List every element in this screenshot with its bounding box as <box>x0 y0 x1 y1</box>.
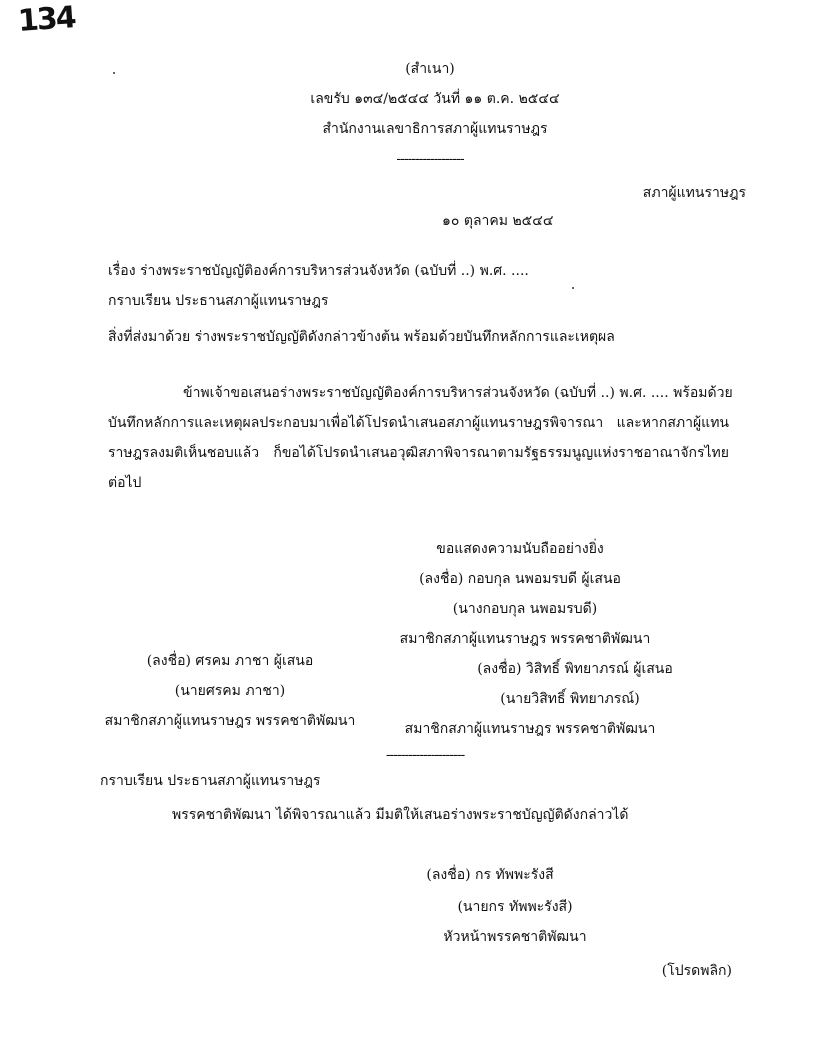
sender: สภาผู้แทนราษฎร <box>642 185 746 201</box>
leader-sign: (ลงชื่อ) กร ทัพพะรังสี <box>426 867 554 883</box>
page-turn-note: (โปรดพลิก) <box>661 963 732 979</box>
signatory-2-sign: (ลงชื่อ) ศรคม ภาชา ผู้เสนอ <box>146 653 314 669</box>
recipient: กราบเรียน ประธานสภาผู้แทนราษฎร <box>108 293 329 309</box>
leader-name: (นายกร ทัพพะรังสี) <box>457 899 573 915</box>
handwritten-number: 134 <box>16 0 76 39</box>
closing: ขอแสดงความนับถืออย่างยิ่ง <box>436 541 604 557</box>
signatory-1-sign: (ลงชื่อ) กอบกุล นพอมรบดี ผู้เสนอ <box>419 571 621 587</box>
body-line: ข้าพเจ้าขอเสนอร่างพระราชบัญญัติองค์การบริหารส่วนจังหวัด (ฉบับที่ ..) พ.ศ. .... พร้อมด้วย <box>183 385 733 401</box>
subject: เรื่อง ร่างพระราชบัญญัติองค์การบริหารส่วนจังหวัด (ฉบับที่ ..) พ.ศ. .... <box>108 263 529 279</box>
endorsement-text: พรรคชาติพัฒนา ได้พิจารณาแล้ว มีมติให้เสนอร่างพระราชบัญญัติดังกล่าวได้ <box>172 807 629 823</box>
signatory-3-name: (นายวิสิทธิ์ พิทยาภรณ์) <box>500 691 640 707</box>
office-name: สำนักงานเลขาธิการสภาผู้แทนราษฎร <box>322 121 548 137</box>
signatory-2-name: (นายศรคม ภาชา) <box>174 683 286 699</box>
signatory-1-position: สมาชิกสภาผู้แทนราษฎร พรรคชาติพัฒนา <box>399 631 651 647</box>
endorsement-recipient: กราบเรียน ประธานสภาผู้แทนราษฎร <box>100 773 321 789</box>
signatory-2-position: สมาชิกสภาผู้แทนราษฎร พรรคชาติพัฒนา <box>104 713 356 729</box>
body-line: ต่อไป <box>108 475 142 491</box>
header-separator: ------------------ <box>396 151 464 167</box>
signatory-1-name: (นางกอบกุล นพอมรบดี) <box>452 601 598 617</box>
body-line: บันทึกหลักการและเหตุผลประกอบมาเพื่อได้โปรดนำเสนอสภาผู้แทนราษฎรพิจารณา และหากสภาผู้แทน <box>108 415 729 431</box>
signature-separator: --------------------- <box>385 747 465 763</box>
copy-mark: (สำเนา) <box>405 61 455 77</box>
speck <box>572 287 574 289</box>
body-line: ราษฎรลงมติเห็นชอบแล้ว ก็ขอได้โปรดนำเสนอวุฒิสภาพิจารณาตามรัฐธรรมนูญแห่งราชอาณาจักรไทย <box>108 445 729 461</box>
receipt-number: เลขรับ ๑๓๔/๒๕๔๔ วันที่ ๑๑ ต.ค. ๒๕๔๔ <box>310 91 560 107</box>
enclosure: สิ่งที่ส่งมาด้วย ร่างพระราชบัญญัติดังกล่าวข้างต้น พร้อมด้วยบันทึกหลักการและเหตุผล <box>108 329 615 345</box>
speck <box>113 72 115 74</box>
signatory-3-position: สมาชิกสภาผู้แทนราษฎร พรรคชาติพัฒนา <box>404 721 656 737</box>
letter-date: ๑๐ ตุลาคม ๒๕๔๔ <box>442 213 554 229</box>
signatory-3-sign: (ลงชื่อ) วิสิทธิ์ พิทยาภรณ์ ผู้เสนอ <box>477 661 673 677</box>
leader-position: หัวหน้าพรรคชาติพัฒนา <box>443 929 587 945</box>
